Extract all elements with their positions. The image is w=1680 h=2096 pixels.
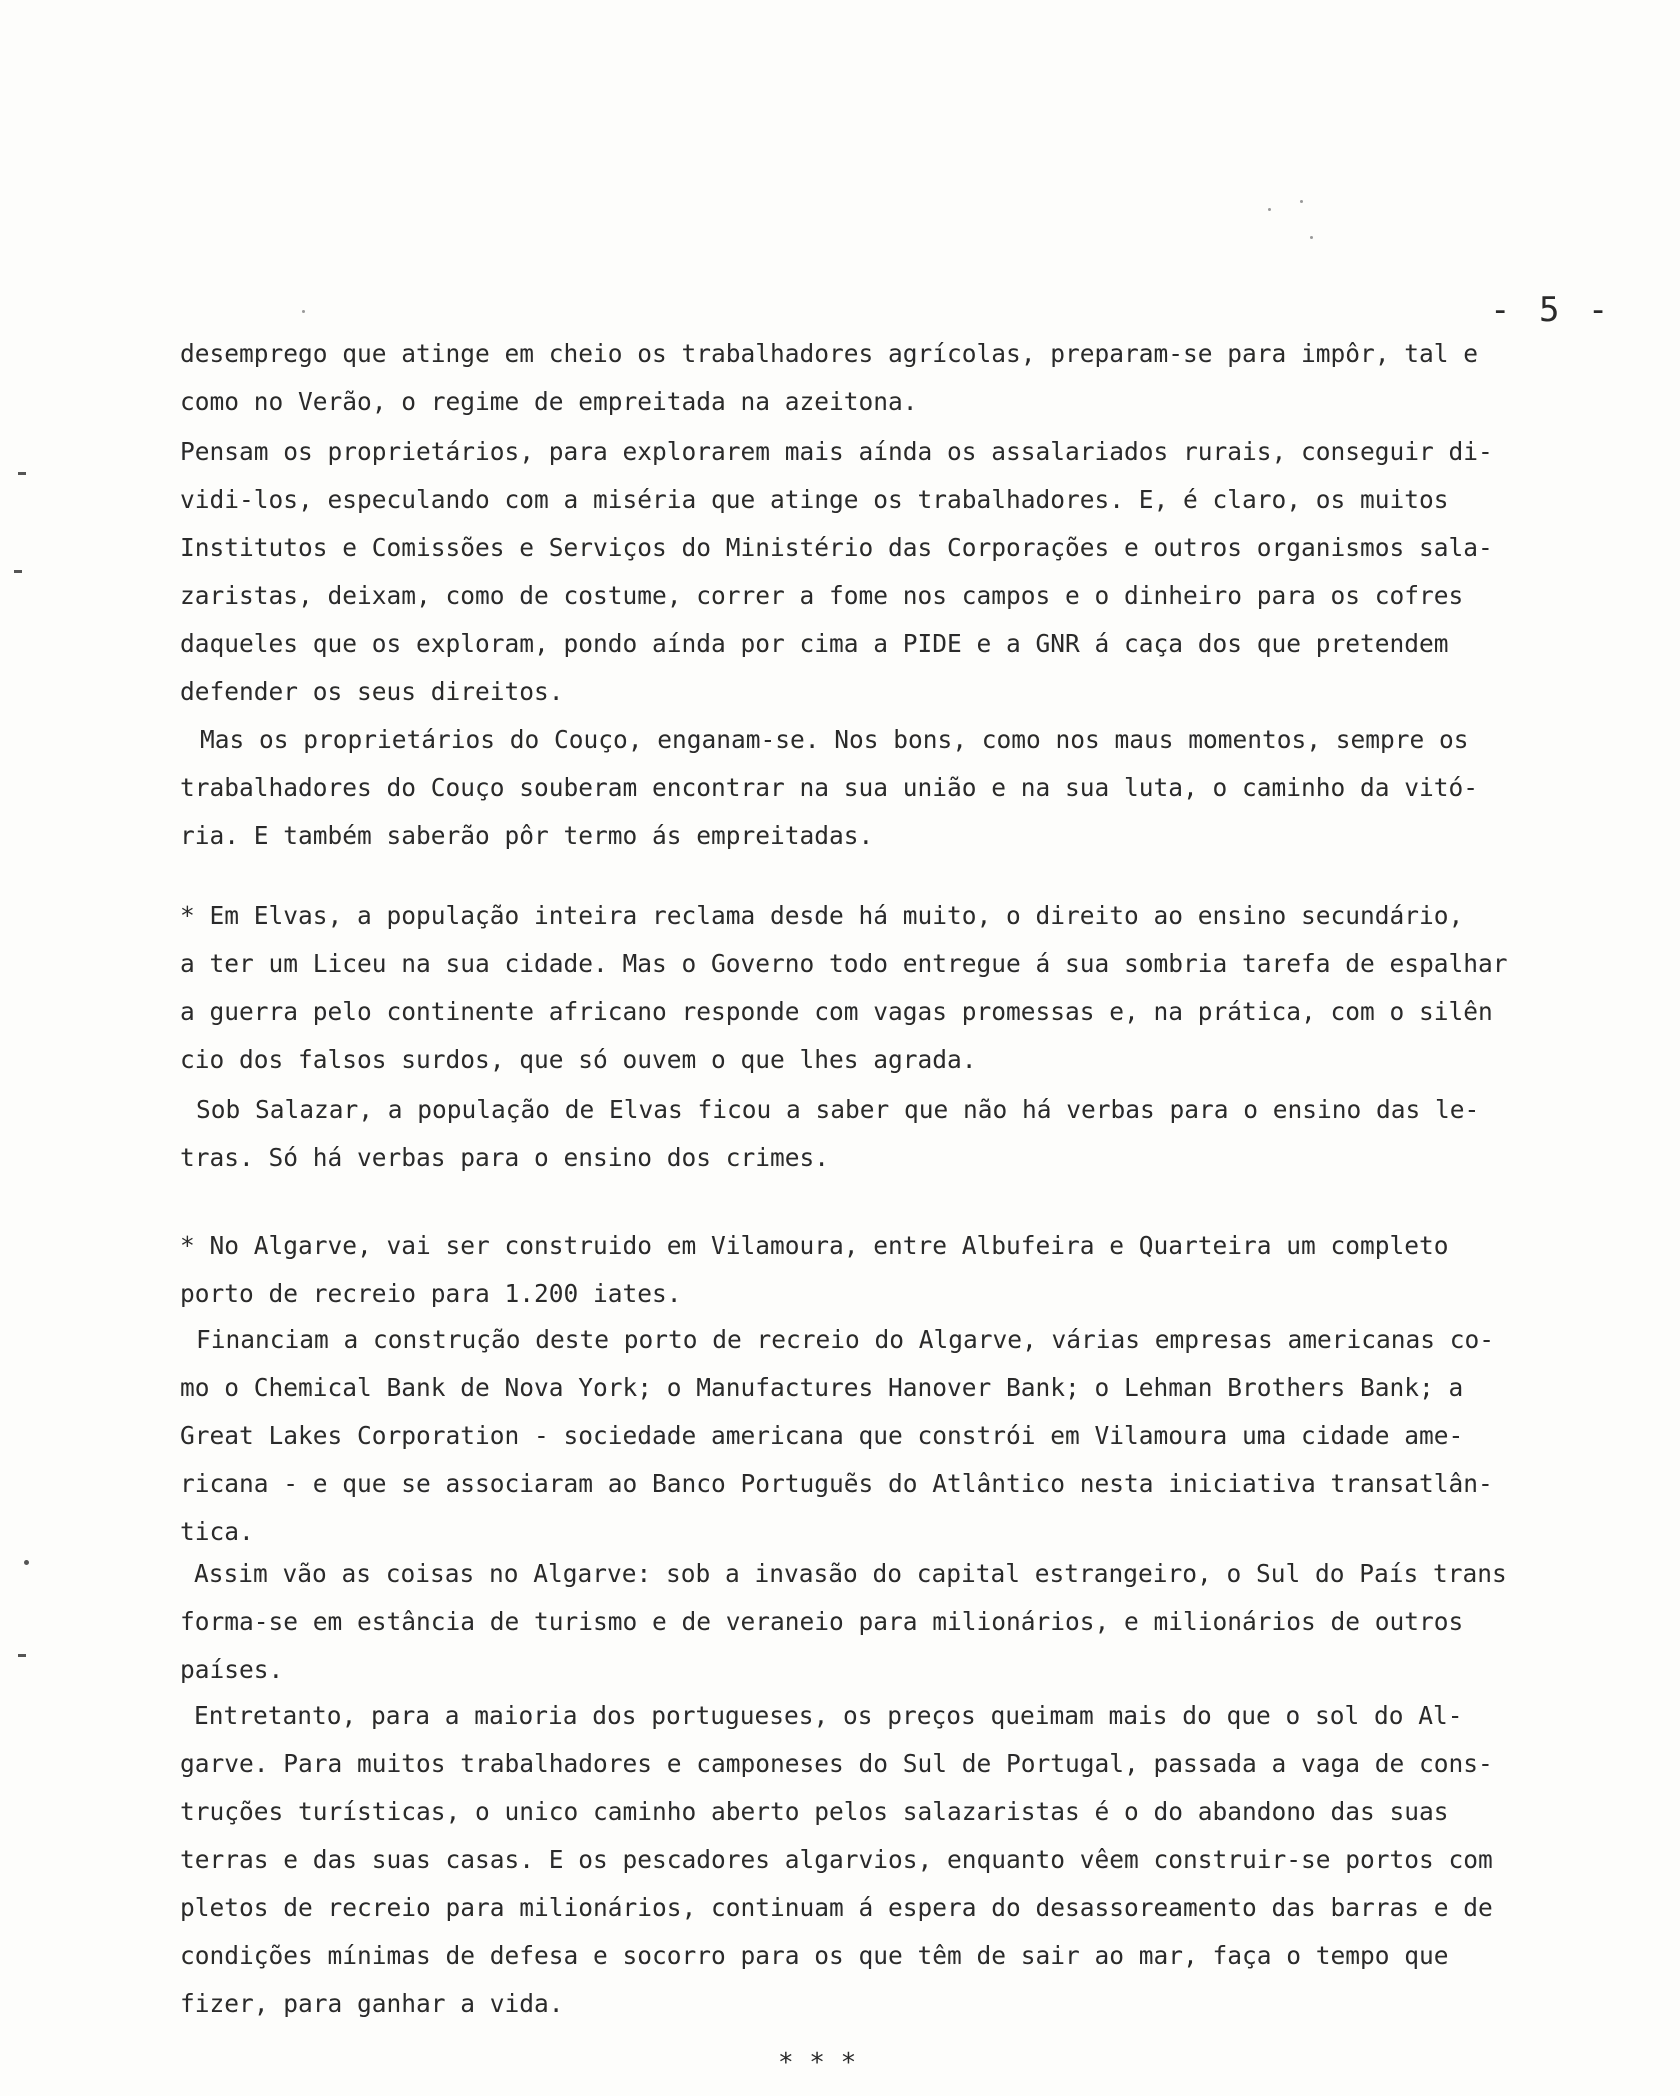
text-line: forma-se em estância de turismo e de veraneio para milionários, e milionários de outros — [180, 1607, 1464, 1636]
text-line: daqueles que os exploram, pondo aínda por cima a PIDE e a GNR á caça dos que pretendem — [180, 629, 1449, 658]
text-line: Financiam a construção deste porto de recreio do Algarve, várias empresas americanas co- — [196, 1325, 1495, 1354]
page-number: - 5 - — [1490, 290, 1613, 330]
text-line: Great Lakes Corporation - sociedade americana que constrói em Vilamoura uma cidade ame- — [180, 1421, 1464, 1450]
paragraph-4 — [180, 892, 1620, 1084]
text-line: condições mínimas de defesa e socorro para os que têm de sair ao mar, faça o tempo que — [180, 1941, 1449, 1970]
paragraph-8 — [180, 1550, 1634, 1694]
text-line: Sob Salazar, a população de Elvas ficou a saber que não há verbas para o ensino das le- — [196, 1095, 1480, 1124]
paragraph-7 — [180, 1316, 1636, 1556]
text-line: zaristas, deixam, como de costume, correr a fome nos campos e o dinheiro para os cofres — [180, 581, 1464, 610]
text-line: * No Algarve, vai ser construido em Vilamoura, entre Albufeira e Quarteira um completo — [180, 1231, 1449, 1260]
scan-mark — [18, 1654, 26, 1657]
scan-speck — [1300, 200, 1303, 203]
text-line: Mas os proprietários do Couço, enganam-se. Nos bons, como nos maus momentos, sempre os — [200, 725, 1469, 754]
text-line: Entretanto, para a maioria dos portugueses, os preços queimam mais do que o sol do Al- — [194, 1701, 1463, 1730]
text-line: trabalhadores do Couço souberam encontrar na sua união e na sua luta, o caminho da vitó- — [180, 773, 1479, 802]
text-line: truções turísticas, o unico caminho aberto pelos salazaristas é o do abandono das suas — [180, 1797, 1449, 1826]
scan-mark — [14, 570, 22, 573]
text-line: garve. Para muitos trabalhadores e camponeses do Sul de Portugal, passada a vaga de cons- — [180, 1749, 1493, 1778]
text-line: cio dos falsos surdos, que só ouvem o que lhes agrada. — [180, 1045, 977, 1074]
text-line: a ter um Liceu na sua cidade. Mas o Governo todo entregue á sua sombria tarefa de espalhar — [180, 949, 1508, 978]
paragraph-2 — [180, 428, 1620, 716]
text-line: Pensam os proprietários, para explorarem mais aínda os assalariados rurais, conseguir di- — [180, 437, 1493, 466]
text-line: pletos de recreio para milionários, continuam á espera do desassoreamento das barras e de — [180, 1893, 1493, 1922]
text-line: como no Verão, o regime de empreitada na azeitona. — [180, 387, 918, 416]
text-line: defender os seus direitos. — [180, 677, 564, 706]
scan-mark — [24, 1560, 29, 1565]
scan-speck — [1310, 236, 1313, 239]
paragraph-9 — [180, 1692, 1634, 2028]
text-line: ria. E também saberão pôr termo ás empreitadas. — [180, 821, 874, 850]
text-line: a guerra pelo continente africano responde com vagas promessas e, na prática, com o silên — [180, 997, 1493, 1026]
text-line: terras e das suas casas. E os pescadores algarvios, enquanto vêem construir-se portos com — [180, 1845, 1493, 1874]
text-line: Institutos e Comissões e Serviços do Ministério das Corporações e outros organismos sala- — [180, 533, 1493, 562]
scan-speck — [302, 310, 305, 313]
text-line: Assim vão as coisas no Algarve: sob a invasão do capital estrangeiro, o Sul do País trans — [194, 1559, 1507, 1588]
text-line: tica. — [180, 1517, 254, 1546]
text-line: países. — [180, 1655, 284, 1684]
text-line: porto de recreio para 1.200 iates. — [180, 1279, 682, 1308]
paragraph-6 — [180, 1222, 1620, 1318]
text-line: * Em Elvas, a população inteira reclama desde há muito, o direito ao ensino secundário, — [180, 901, 1464, 930]
text-line: desemprego que atinge em cheio os trabalhadores agrícolas, preparam-se para impôr, tal e — [180, 339, 1479, 368]
text-line: mo o Chemical Bank de Nova York; o Manufactures Hanover Bank; o Lehman Brothers Bank; a — [180, 1373, 1464, 1402]
text-line: vidi-los, especulando com a miséria que atinge os trabalhadores. E, é claro, os muitos — [180, 485, 1449, 514]
text-line: tras. Só há verbas para o ensino dos crimes. — [180, 1143, 830, 1172]
paragraph-5 — [180, 1086, 1636, 1182]
text-line: fizer, para ganhar a vida. — [180, 1989, 564, 2018]
scan-mark — [18, 472, 26, 475]
paragraph-3 — [180, 716, 1640, 860]
text-line: ricana - e que se associaram ao Banco Portuguẽs do Atlântico nesta iniciativa transatlân- — [180, 1469, 1493, 1498]
paragraph-1 — [180, 330, 1620, 426]
section-separator: * * * — [778, 2048, 857, 2078]
scan-speck — [1268, 208, 1271, 211]
